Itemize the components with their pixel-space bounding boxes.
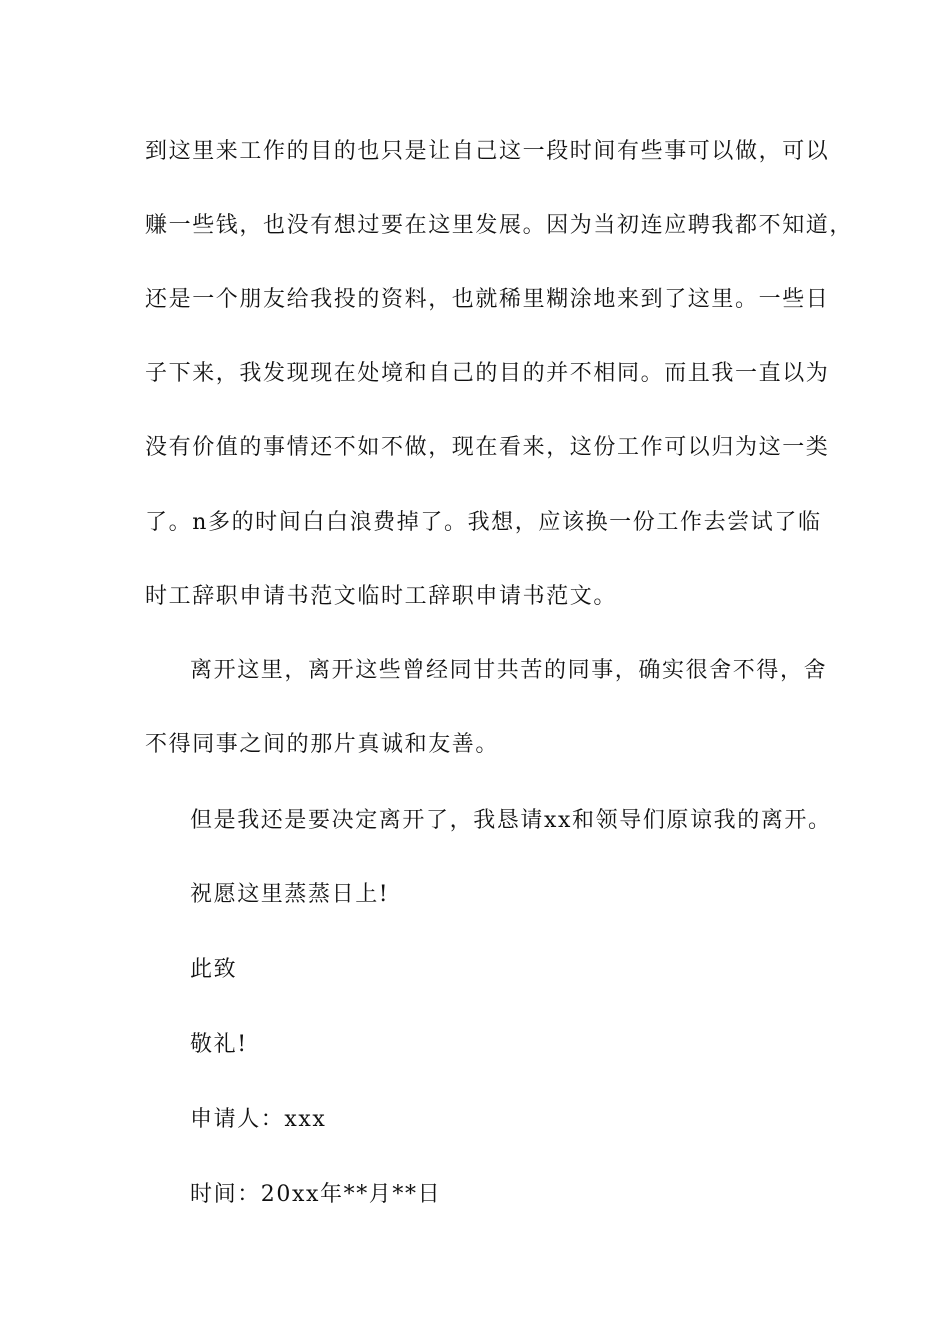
paragraph-line: 还是一个朋友给我投的资料，也就稀里糊涂地来到了这里。一些日	[145, 287, 830, 312]
paragraph-line: 了。n多的时间白白浪费掉了。我想，应该换一份工作去尝试了临	[145, 510, 822, 535]
wishes-line: 祝愿这里蒸蒸日上!	[190, 882, 390, 907]
paragraph-line: 子下来，我发现现在处境和自己的目的并不相同。而且我一直以为	[145, 361, 830, 386]
applicant-line: 申请人：xxx	[190, 1107, 327, 1132]
paragraph-line: 没有价值的事情还不如不做，现在看来，这份工作可以归为这一类	[145, 435, 830, 460]
paragraph-line: 到这里来工作的目的也只是让自己这一段时间有些事可以做，可以	[145, 139, 830, 164]
paragraph-line: 赚一些钱，也没有想过要在这里发展。因为当初连应聘我都不知道，	[145, 213, 854, 238]
closing-regards: 敬礼!	[190, 1032, 248, 1057]
paragraph-line: 但是我还是要决定离开了，我恳请xx和领导们原谅我的离开。	[190, 808, 832, 833]
paragraph-line: 离开这里，离开这些曾经同甘共苦的同事，确实很舍不得，舍	[190, 658, 828, 683]
closing-salutation: 此致	[190, 957, 238, 982]
date-line: 时间：20xx年**月**日	[190, 1182, 442, 1207]
paragraph-line: 时工辞职申请书范文临时工辞职申请书范文。	[145, 584, 618, 609]
paragraph-line: 不得同事之间的那片真诚和友善。	[145, 732, 500, 757]
